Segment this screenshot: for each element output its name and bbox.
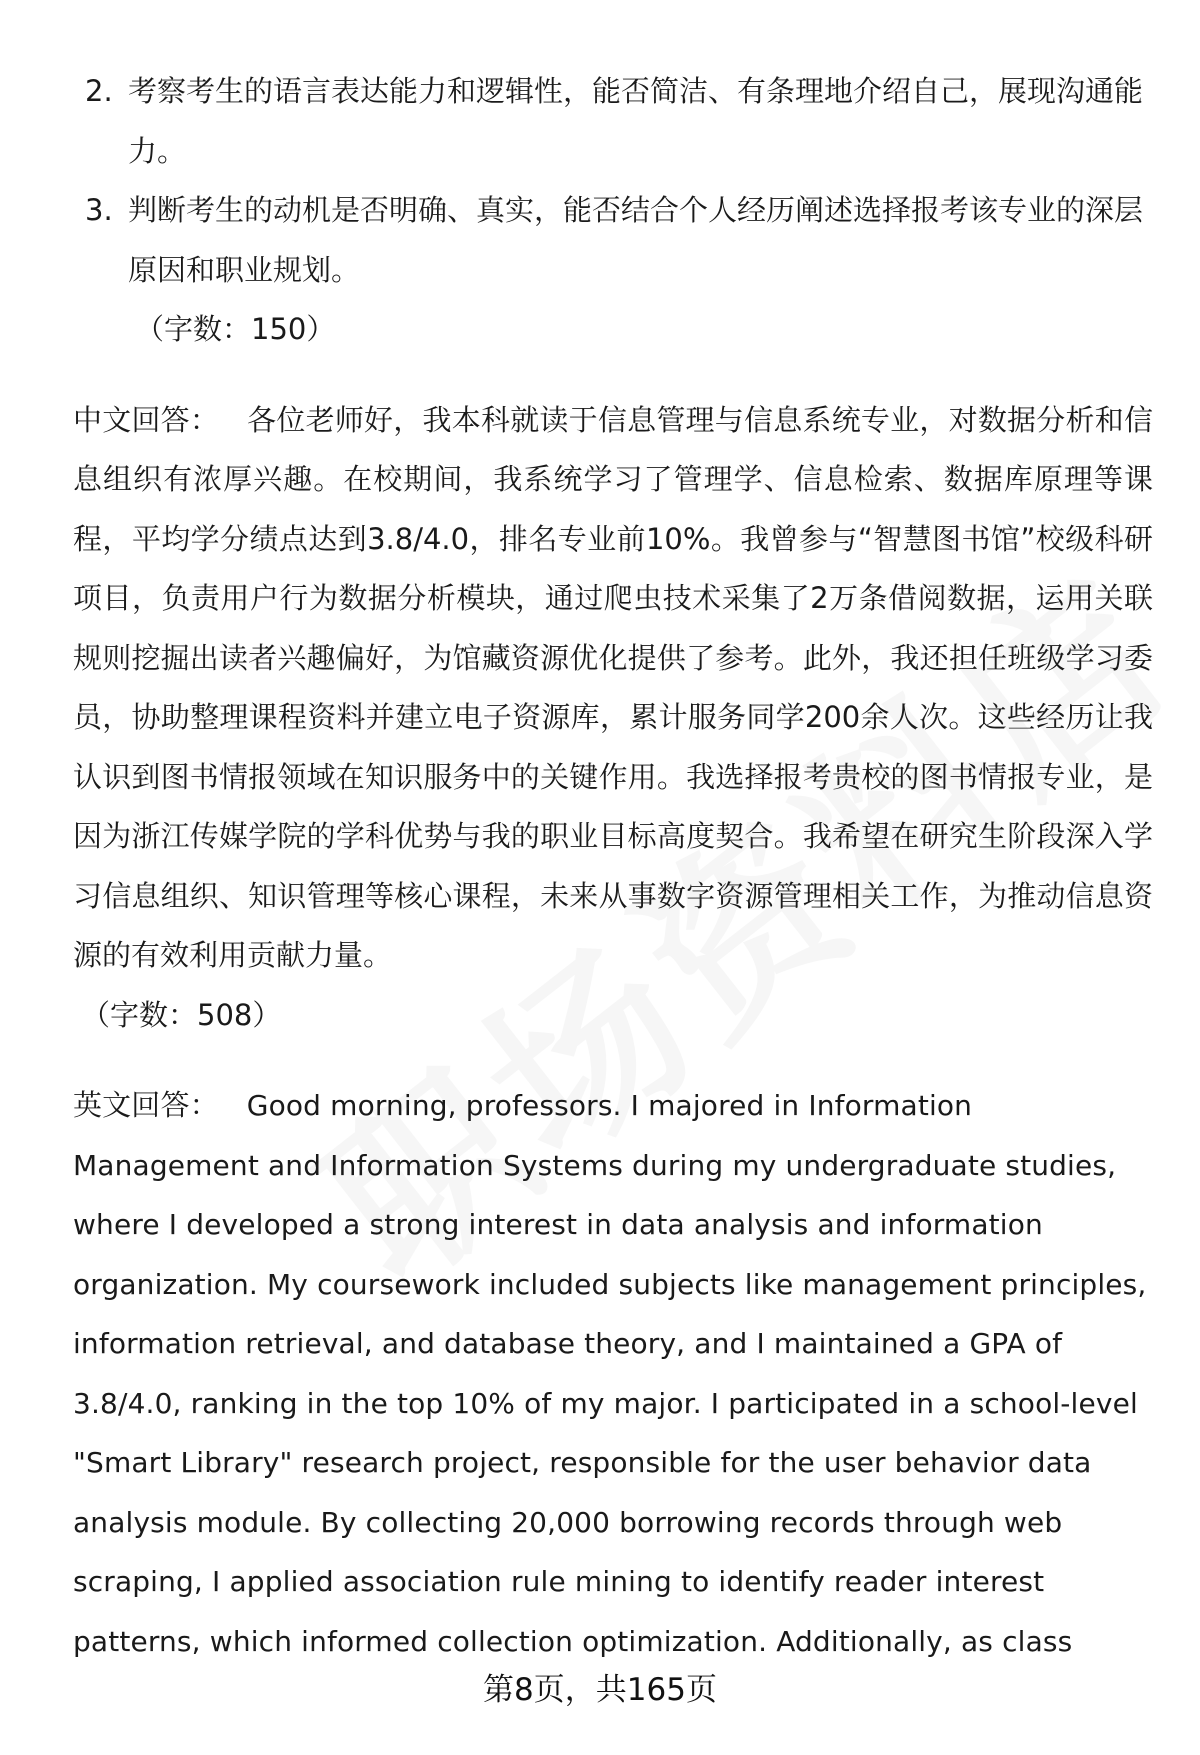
list-item	[73, 62, 1153, 181]
section-spacer	[73, 1045, 1153, 1076]
chinese-answer-text: 各位老师好，我本科就读于信息管理与信息系统专业，对数据分析和信息组织有浓厚兴趣。在校期间，我系统学习了管理学、信息检索、数据库原理等课程，平均学分绩点达到3.8/4.0，排名专业前10%。我曾参与“智慧图书馆”校级科研项目，负责用户行为数据分析模块，通过爬虫技术采集了2万条借阅数据，运用关联规则挖掘出读者兴趣偏好，为馆藏资源优化提供了参考。此外，我还担任班级学习委员，协助整理课程资料并建立电子资源库，累计服务同学200余人次。这些经历让我认识到图书情报领域在知识服务中的关键作用。我选择报考贵校的图书情报专业，是因为浙江传媒学院的学科优势与我的职业目标高度契合。我希望在研究生阶段深入学习信息组织、知识管理等核心课程，未来从事数字资源管理相关工作，为推动信息资源的有效利用贡献力量。	[73, 402, 1153, 972]
chinese-answer-label: 中文回答：	[73, 402, 220, 437]
english-answer-label: 英文回答：	[73, 1088, 219, 1122]
page-content	[73, 62, 1153, 1671]
list-word-count: （字数：150）	[135, 312, 336, 346]
english-answer-text: Good morning, professors. I majored in Information Management and Information Systems during my undergraduate studies, where I developed a strong interest in data analysis and information organization. My coursework included subjects like management principles, information retrieval, and database theory, and I maintained a GPA of 3.8/4.0, ranking in the top 10% of my major. I participated in a school-level "Smart Library" research project, responsible for the user behavior data analysis module. By collecting 20,000 borrowing records through web scraping, I applied association rule mining to identify reader interest patterns, which informed collection optimization. Additionally, as class	[73, 1089, 1147, 1658]
list-item-number: 2.	[85, 74, 113, 108]
page-footer: 第8页，共165页	[483, 1672, 717, 1708]
list-item	[73, 181, 1153, 300]
section-spacer	[73, 360, 1153, 391]
list-item-number: 3.	[85, 193, 113, 227]
chinese-answer-paragraph	[73, 391, 1153, 986]
list-item-text: 判断考生的动机是否明确、真实，能否结合个人经历阐述选择报考该专业的深层原因和职业规划。	[128, 193, 1144, 287]
english-answer-paragraph	[73, 1076, 1153, 1671]
list-item-text: 考察考生的语言表达能力和逻辑性，能否简洁、有条理地介绍自己，展现沟通能力。	[128, 74, 1144, 168]
chinese-answer-word-count: （字数：508）	[81, 997, 282, 1032]
